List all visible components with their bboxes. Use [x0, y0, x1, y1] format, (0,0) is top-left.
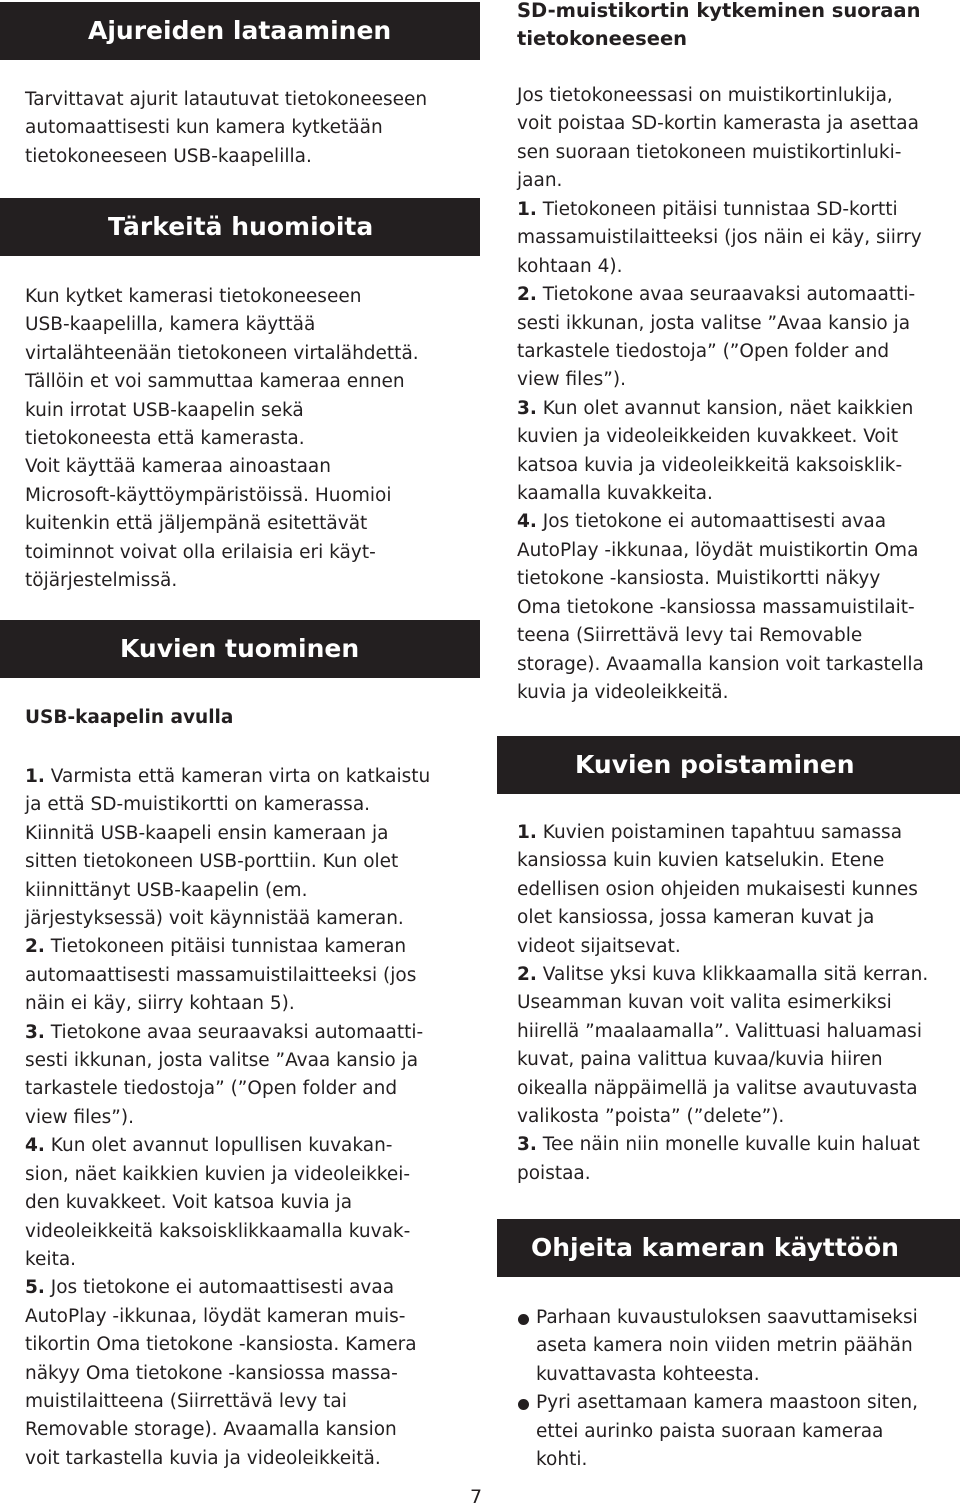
step-number: 1.: [517, 199, 537, 220]
step-number: 4.: [25, 1135, 45, 1157]
tip-text: Parhaan kuvaustuloksen saavuttamiseksi aseta kamera noin viiden metrin päähän kuvattavasta kohteesta.: [536, 1307, 918, 1385]
usb-step: [0, 933, 480, 1018]
page-number: 7: [470, 1486, 483, 1508]
sd-step: [497, 395, 960, 509]
step-text: Tietokoneen pitäisi tunnistaa SD-kortti massamuistilaitteeksi (jos näin ei käy, siirry kohtaan 4).: [517, 199, 922, 277]
step-number: 2.: [517, 284, 537, 306]
step-number: 3.: [25, 1021, 45, 1043]
sd-step: [497, 281, 960, 395]
step-text: Kun olet avannut lopullisen kuvakan- sion, näet kaikkien kuvien ja videoleikkei- den kuvakkeet. Voit katsoa kuvia ja videoleikkeitä kaksoisklikkaamalla kuvak- keita.: [25, 1135, 411, 1270]
delete-steps: [497, 819, 960, 1188]
tip-text: Pyri asettamaan kamera maastoon siten, ettei aurinko paista suoraan kameraa kohti.: [536, 1392, 919, 1471]
paragraph-sd-intro: Jos tietokoneessasi on muistikortinlukija, voit poistaa SD-kortin kamerasta ja asettaa sen suoraan tietokoneen muistikortinluki- jaan.: [517, 85, 919, 192]
heading-ajureiden-lataaminen: Ajureiden lataaminen: [0, 2, 480, 60]
heading-ohjeita-kameran-kayttoon: Ohjeita kameran käyttöön: [497, 1219, 960, 1277]
heading-kuvien-poistaminen: Kuvien poistaminen: [497, 736, 960, 794]
heading-sd-muistikortin-kytkeminen: SD-muistikortin kytkeminen suoraan tietokoneeseen: [517, 0, 921, 50]
delete-step: [497, 961, 960, 1131]
sd-steps: [497, 196, 960, 707]
delete-step: [497, 1131, 960, 1188]
step-number: 3.: [517, 1134, 537, 1156]
bullet-dot-icon: [518, 1314, 529, 1325]
step-text: Tietokone avaa seuraavaksi automaatti- sesti ikkunan, josta valitse ”Avaa kansio ja tarkastele tiedostoja” (”Open folder and view files”).: [517, 284, 916, 391]
usb-step: [0, 763, 480, 933]
tip-list-item: [497, 1389, 960, 1474]
step-text: Valitse yksi kuva klikkaamalla sitä kerran. Useamman kuvan voit valita esimerkiksi hiirellä ”maalaamalla”. Valittuasi haluamasi kuvat, paina valittua kuvaa/kuvia hiiren oikealla näppäimellä ja valitse avautuvasta valikosta ”poista” (”delete”).: [517, 964, 929, 1128]
step-text: Kuvien poistaminen tapahtuu samassa kansiossa kuin kuvien katselukin. Etene edellisen osion ohjeiden mukaisesti kunnes olet kansiossa, jossa kameran kuvat ja videot sijaitsevat.: [517, 822, 918, 957]
step-text: Kun olet avannut kansion, näet kaikkien kuvien ja videoleikkeiden kuvakkeet. Voit katsoa kuvia ja videoleikkeitä kaksoisklik- kaamalla kuvakkeita.: [517, 397, 914, 505]
step-number: 4.: [517, 511, 537, 533]
sd-step: [497, 508, 960, 707]
step-text: Tietokoneen pitäisi tunnistaa kameran automaattisesti massamuistilaitteeksi (jos näin ei käy, siirry kohtaan 5).: [25, 936, 417, 1015]
usb-step: [0, 1019, 480, 1133]
step-text: Jos tietokone ei automaattisesti avaa AutoPlay -ikkunaa, löydät kameran muis- tikortin Oma tietokone -kansiosta. Kamera näkyy Oma tietokone -kansiossa massa- muistilaitteena (Siirrettävä levy tai Removable storage). Avaamalla kansion voit tarkastella kuvia ja videoleikkeitä.: [25, 1277, 417, 1469]
step-text: Tee näin niin monelle kuvalle kuin haluat poistaa.: [517, 1134, 920, 1184]
usb-steps: [0, 763, 480, 1473]
tip-list-item: [497, 1304, 960, 1389]
paragraph-huomioita: Kun kytket kamerasi tietokoneeseen USB-kaapelilla, kamera käyttää virtalähteenään tietokoneen virtalähdettä. Tällöin et voi sammuttaa kameraa ennen kuin irrotat USB-kaapelin sekä tietokoneesta että kamerasta. Voit käyttää kameraa ainoastaan Microsoft-käyttöympäristöissä. Huomioi kuitenkin että jäljempänä esitettävät toiminnot voivat olla erilaisia eri käyt- töjärjestelmissä.: [25, 286, 419, 592]
step-number: 1.: [517, 822, 537, 843]
paragraph-ajurit: Tarvittavat ajurit latautuvat tietokoneeseen automaattisesti kun kamera kytketään tietokoneeseen USB-kaapelilla.: [25, 89, 428, 167]
step-text: Jos tietokone ei automaattisesti avaa AutoPlay -ikkunaa, löydät muistikortin Oma tietokone -kansiosta. Muistikortti näkyy Oma tietokone -kansiossa massamuistilait- teena (Siirrettävä levy tai Removable storage). Avaamalla kansion voit tarkastella kuvia ja videoleikkeitä.: [517, 511, 924, 703]
subheading-usb-kaapelin-avulla: USB-kaapelin avulla: [25, 707, 234, 728]
step-number: 5.: [25, 1277, 45, 1299]
usb-step: [0, 1132, 480, 1274]
usb-step: [0, 1274, 480, 1473]
sd-step: [497, 196, 960, 281]
step-number: 1.: [25, 766, 45, 787]
step-number: 2.: [25, 936, 45, 958]
step-text: Tietokone avaa seuraavaksi automaatti- sesti ikkunan, josta valitse ”Avaa kansio ja tarkastele tiedostoja” (”Open folder and view files”).: [25, 1021, 424, 1128]
usage-tips: [497, 1304, 960, 1474]
delete-step: [497, 819, 960, 961]
bullet-dot-icon: [518, 1399, 529, 1410]
step-text: Varmista että kameran virta on katkaistu ja että SD-muistikortti on kamerassa. Kiinnitä USB-kaapeli ensin kameraan ja sitten tietokoneen USB-porttiin. Kun olet kiinnittänyt USB-kaapelin (em. järjestyksessä) voit käynnistää kameran.: [25, 766, 431, 930]
heading-kuvien-tuominen: Kuvien tuominen: [0, 620, 480, 678]
step-number: 3.: [517, 397, 537, 419]
step-number: 2.: [517, 964, 537, 986]
heading-tarkeita-huomioita: Tärkeitä huomioita: [0, 198, 480, 256]
